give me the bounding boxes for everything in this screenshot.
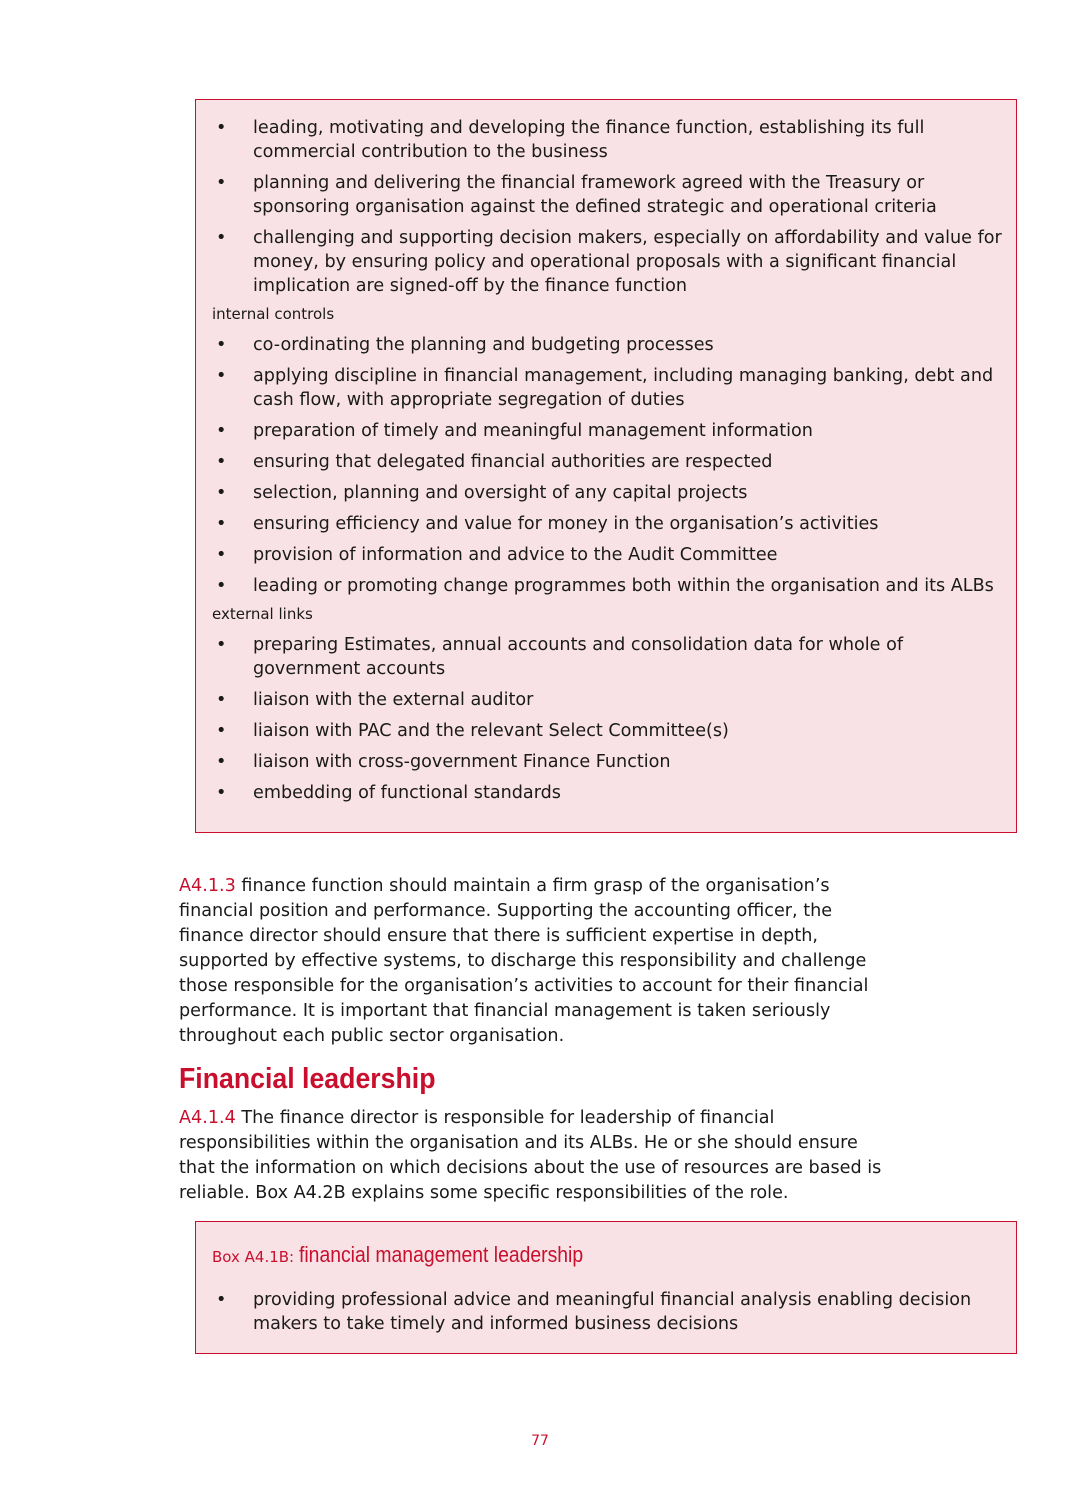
subheading-external-links: external links	[212, 605, 313, 623]
list-item-text: planning and delivering the financial framework agreed with the Treasury or sponsoring organisation against the defined strategic and operational criteria	[253, 173, 937, 217]
list-item-text: liaison with cross-government Finance Function	[253, 752, 671, 772]
section-heading: Financial leadership	[179, 1063, 436, 1095]
bullet-icon: •	[216, 173, 227, 193]
list-item	[212, 688, 1002, 712]
bullet-icon: •	[216, 635, 227, 655]
list-item-text: challenging and supporting decision makers, especially on affordability and value for money, by ensuring policy and operational proposals with a significant financial implication are signed-off by the finance function	[253, 228, 1002, 296]
list-item-text: selection, planning and oversight of any capital projects	[253, 483, 748, 503]
bullet-icon: •	[216, 335, 227, 355]
bullet-icon: •	[216, 366, 227, 386]
paragraph-text: finance function should maintain a firm grasp of the organisation’s financial position and performance. Supporting the accounting officer, the finance director should ensure that there is sufficient expertise in depth, supported by effective systems, to discharge this responsibility and challenge those responsible for the organisation’s activities to account for their financial performance. It is important that financial management is taken seriously throughout each public sector organisation.	[179, 876, 869, 1046]
list-item-text: preparing Estimates, annual accounts and consolidation data for whole of government accounts	[253, 635, 904, 679]
list-item-text: ensuring that delegated financial authorities are respected	[253, 452, 773, 472]
list-item	[212, 333, 1002, 357]
list-item-text: leading or promoting change programmes both within the organisation and its ALBs	[253, 576, 994, 596]
box-label: Box A4.1B:	[212, 1248, 299, 1266]
bullet-icon: •	[216, 421, 227, 441]
responsibilities-box	[195, 99, 1017, 833]
list-item-text: embedding of functional standards	[253, 783, 561, 803]
list-item	[212, 750, 1002, 774]
list-item	[212, 364, 1002, 412]
bullet-icon: •	[216, 545, 227, 565]
list-item	[212, 543, 1002, 567]
list-item	[212, 781, 1002, 805]
list-item-text: co-ordinating the planning and budgeting processes	[253, 335, 714, 355]
paragraph-ref: A4.1.4	[179, 1108, 236, 1128]
paragraph-a4-1-3	[179, 874, 899, 1049]
list-item	[212, 226, 1002, 298]
bullet-icon: •	[216, 118, 227, 138]
bullet-icon: •	[216, 452, 227, 472]
list-item	[212, 633, 1002, 681]
box-title-text: financial management leadership	[298, 1242, 584, 1267]
list-item-text: liaison with the external auditor	[253, 690, 534, 710]
list-item	[212, 719, 1002, 743]
list-item-text: leading, motivating and developing the finance function, establishing its full commercial contribution to the business	[253, 118, 925, 162]
bullet-icon: •	[216, 483, 227, 503]
subheading-internal-controls: internal controls	[212, 305, 335, 323]
list-item	[212, 419, 1002, 443]
bullet-icon: •	[216, 1290, 227, 1310]
list-item-text: providing professional advice and meaningful financial analysis enabling decision makers to take timely and informed business decisions	[253, 1290, 972, 1334]
list-item-text: applying discipline in financial management, including managing banking, debt and cash flow, with appropriate segregation of duties	[253, 366, 994, 410]
list-item	[212, 450, 1002, 474]
bullet-icon: •	[216, 783, 227, 803]
list-item	[212, 1288, 1002, 1336]
list-item-text: provision of information and advice to the Audit Committee	[253, 545, 778, 565]
box-a4-1b	[195, 1221, 1017, 1354]
box-title	[212, 1240, 1002, 1272]
bullet-icon: •	[216, 228, 227, 248]
list-item-text: ensuring efficiency and value for money in the organisation’s activities	[253, 514, 879, 534]
paragraph-a4-1-4	[179, 1106, 899, 1206]
paragraph-text: The finance director is responsible for leadership of financial responsibilities within the organisation and its ALBs. He or she should ensure that the information on which decisions about the use of resources are based is reliable. Box A4.2B explains some specific responsibilities of the role.	[179, 1108, 882, 1203]
page-number: 77	[531, 1433, 549, 1449]
bullet-icon: •	[216, 576, 227, 596]
bullet-icon: •	[216, 690, 227, 710]
list-item	[212, 171, 1002, 219]
list-item-text: liaison with PAC and the relevant Select Committee(s)	[253, 721, 729, 741]
list-item-text: preparation of timely and meaningful management information	[253, 421, 813, 441]
list-item	[212, 116, 1002, 164]
paragraph-ref: A4.1.3	[179, 876, 236, 896]
bullet-icon: •	[216, 752, 227, 772]
list-item	[212, 574, 1002, 598]
list-item	[212, 512, 1002, 536]
bullet-icon: •	[216, 514, 227, 534]
list-item	[212, 481, 1002, 505]
bullet-icon: •	[216, 721, 227, 741]
